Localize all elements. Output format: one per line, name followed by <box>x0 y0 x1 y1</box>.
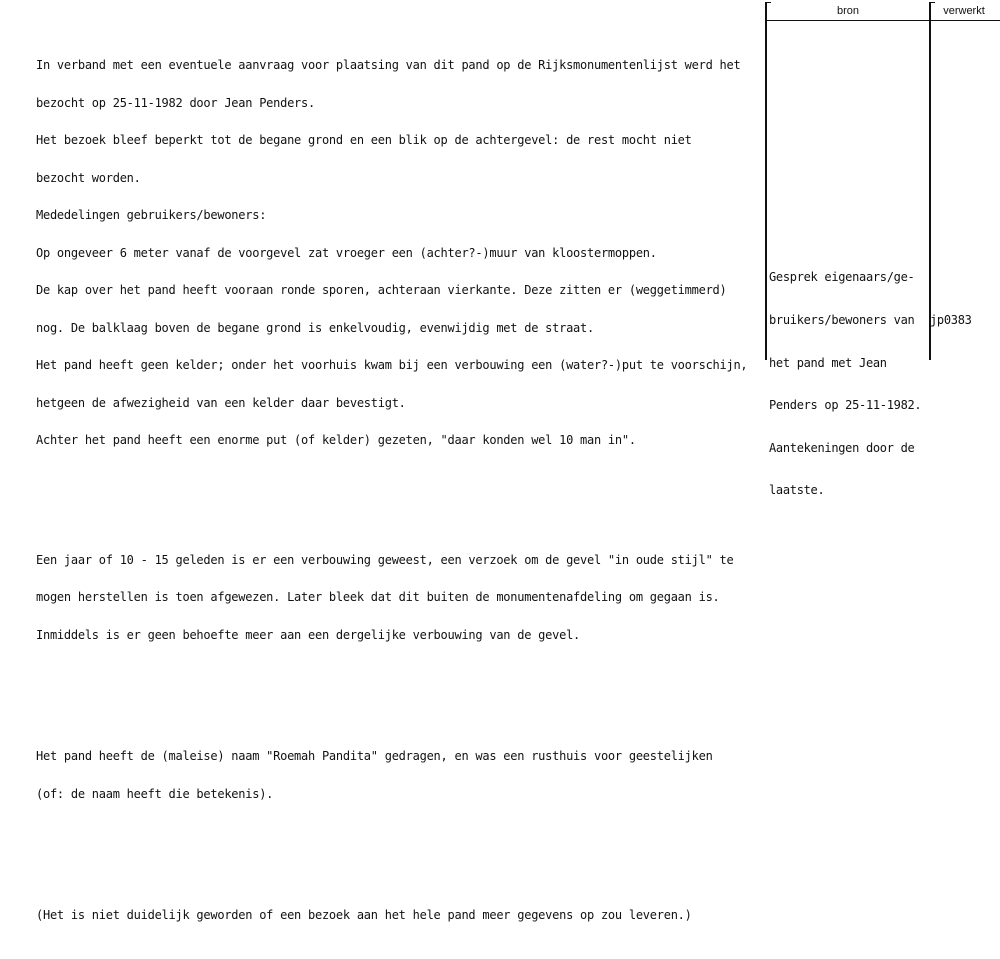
source-line: het pand met Jean <box>769 355 887 370</box>
text-line: bezocht op 25-11-1982 door Jean Penders. <box>36 95 315 110</box>
text-line: Een jaar of 10 - 15 geleden is er een verbouwing geweest, een verzoek om de gevel "in oude stijl" te <box>36 552 734 567</box>
text-line: In verband met een eventuele aanvraag voor plaatsing van dit pand op de Rijksmonumentenlijst werd het <box>36 58 741 72</box>
text-line: nog. De balklaag boven de begane grond is enkelvoudig, evenwijdig met de straat. <box>36 320 594 335</box>
processed-code: jp0383 <box>930 313 972 327</box>
text-line: Het pand heeft geen kelder; onder het voorhuis kwam bij een verbouwing een (water?-)put te voorschijn, <box>36 358 748 372</box>
source-line: laatste. <box>769 483 825 498</box>
text-line: (of: de naam heeft die betekenis). <box>36 786 274 801</box>
paragraph-observations <box>36 34 756 472</box>
text-line: Het pand heeft de (maleise) naam "Roemah Pandita" gedragen, en was een rusthuis voor geestelijken <box>36 749 713 763</box>
source-line: Penders op 25-11-1982. <box>769 398 922 413</box>
header-underline <box>765 20 1000 21</box>
text-line: Op ongeveer 6 meter vanaf de voorgevel zat vroeger een (achter?-)muur van kloostermoppen. <box>36 245 657 260</box>
text-line: Achter het pand heeft een enorme put (of kelder) gezeten, "daar konden wel 10 man in". <box>36 433 636 447</box>
text-line: (Het is niet duidelijk geworden of een bezoek aan het hele pand meer gegevens op zou leveren.) <box>36 908 692 922</box>
paragraph-name <box>36 725 756 825</box>
document-body <box>36 9 756 959</box>
text-line: mogen herstellen is toen afgewezen. Later bleek dat dit buiten de monumentenafdeling om gegaan is. <box>36 590 720 604</box>
text-line: De kap over het pand heeft vooraan ronde sporen, achteraan vierkante. Deze zitten er (weggetimmerd) <box>36 283 727 297</box>
top-tick-middle <box>929 2 935 3</box>
text-line: hetgeen de afwezigheid van een kelder daar bevestigt. <box>36 395 406 410</box>
text-line: bezocht worden. <box>36 170 141 185</box>
column-divider-left <box>765 2 767 360</box>
header-verwerkt: verwerkt <box>943 5 985 17</box>
paragraph-renovation <box>36 529 756 667</box>
source-line: Gesprek eigenaars/ge- <box>769 270 915 285</box>
header-bron: bron <box>836 5 860 17</box>
paragraph-remark <box>36 884 756 947</box>
top-tick-left <box>765 2 771 3</box>
column-divider-middle <box>929 2 931 360</box>
text-line: Mededelingen gebruikers/bewoners: <box>36 208 267 222</box>
source-line: Aantekeningen door de <box>769 440 915 455</box>
text-line: Inmiddels is er geen behoefte meer aan een dergelijke verbouwing van de gevel. <box>36 627 581 642</box>
source-note <box>769 242 929 512</box>
text-line: Het bezoek bleef beperkt tot de begane grond en een blik op de achtergevel: de rest mocht niet <box>36 133 692 147</box>
source-line: bruikers/bewoners van <box>769 313 915 328</box>
